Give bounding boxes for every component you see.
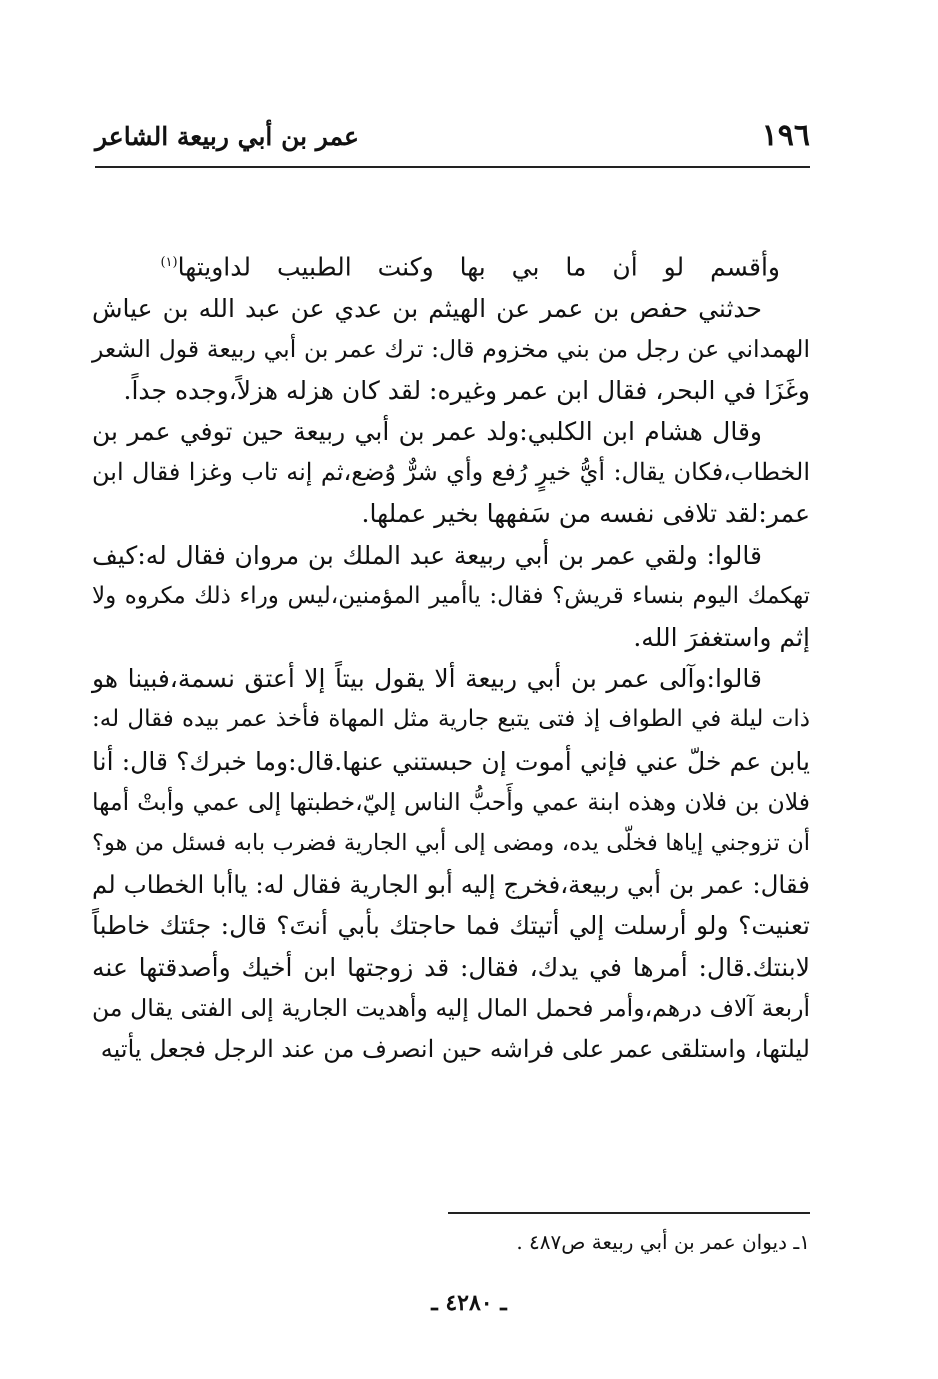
text-line: وقال هشام ابن الكلبي:ولد عمر بن أبي ربيعة حين توفي عمر بن	[92, 417, 762, 447]
text-line: يابن عم خلّ عني فإني أموت إن حبستني عنها.قال:وما خبرك؟ قال: أنا	[92, 746, 810, 776]
running-header	[95, 118, 810, 162]
footnote-ref: (١)	[160, 255, 178, 270]
footnote-rule	[448, 1212, 810, 1214]
running-title: عمر بن أبي ربيعة الشاعر	[95, 122, 359, 151]
text-line: تعنيت؟ ولو أرسلت إلي أتيتك فما حاجتك بأبي أنتَ؟ قال: جئتك خاطباً	[92, 911, 810, 941]
text-line: ليلتها، واستلقى عمر على فراشه حين انصرف من عند الرجل فجعل يأتيه	[100, 1034, 810, 1063]
poem-verse	[92, 242, 810, 288]
text-line: لابنتك.قال: أمرها في يدك، فقال: قد زوجتها ابن أخيك وأصدقتها عنه	[92, 952, 810, 982]
paragraph-3	[92, 535, 810, 659]
paragraph-1	[92, 288, 810, 412]
verse-text: وأقسم لو أن ما بي بها وكنت الطبيب لداويتها	[177, 252, 780, 282]
text-line: تهكمك اليوم بنساء قريش؟ فقال: ياأمير المؤمنين،ليس وراء ذلك مكروه ولا	[92, 582, 810, 609]
text-line: أن تزوجني إياها فخلّى يده، ومضى إلى أبي الجارية فضرب بابه فسئل من هو؟	[92, 829, 810, 856]
text-line: ذات ليلة في الطواف إذ فتى يتبع جارية مثل المهاة فأخذ عمر بيده فقال له:	[92, 706, 810, 733]
footnote: ١ـ ديوان عمر بن أبي ربيعة ص٤٨٧ .	[516, 1230, 810, 1254]
text-line: وغَزَا في البحر، فقال ابن عمر وغيره: لقد كان هزله هزلاً،وجده جداً.	[123, 375, 810, 405]
paragraph-2	[92, 411, 810, 535]
text-line: حدثني حفص بن عمر عن الهيثم بن عدي عن عبد الله بن عياش	[92, 293, 762, 323]
text-line: أربعة آلاف درهم،وأمر فحمل المال إليه وأهديت الجارية إلى الفتى يقال من	[92, 993, 810, 1022]
paragraph-4	[92, 658, 810, 1070]
text-line: إثم واستغفرَ الله.	[633, 623, 810, 653]
text-line: فقال: عمر بن أبي ربيعة،فخرج إليه أبو الجارية فقال له: ياأبا الخطاب لم	[92, 870, 810, 900]
text-line: قالوا:وآلى عمر بن أبي ربيعة ألا يقول بيتاً إلا أعتق نسمة،فبينا هو	[92, 664, 762, 694]
text-line: عمر:لقد تلافى نفسه من سَفهها بخير عملها.	[361, 499, 810, 529]
header-rule	[95, 166, 810, 168]
text-line: قالوا: ولقي عمر بن أبي ربيعة عبد الملك بن مروان فقال له:كيف	[92, 540, 762, 570]
folio-number: ـ ٤٢٨٠ ـ	[431, 1290, 507, 1316]
text-line: فلان بن فلان وهذه ابنة عمي وأَحبُّ الناس إليّ،خطبتها إلى عمي وأبتْ أمها	[92, 787, 810, 816]
main-text	[92, 242, 810, 1070]
text-line: الخطاب،فكان يقال: أيُّ خيرٍ رُفع وأي شرٌّ وُضع،ثم إنه تاب وغزا فقال ابن	[92, 458, 810, 487]
text-line: الهمداني عن رجل من بني مخزوم قال: ترك عمر بن أبي ربيعة قول الشعر	[92, 334, 810, 363]
page-number: ١٩٦	[761, 118, 810, 153]
